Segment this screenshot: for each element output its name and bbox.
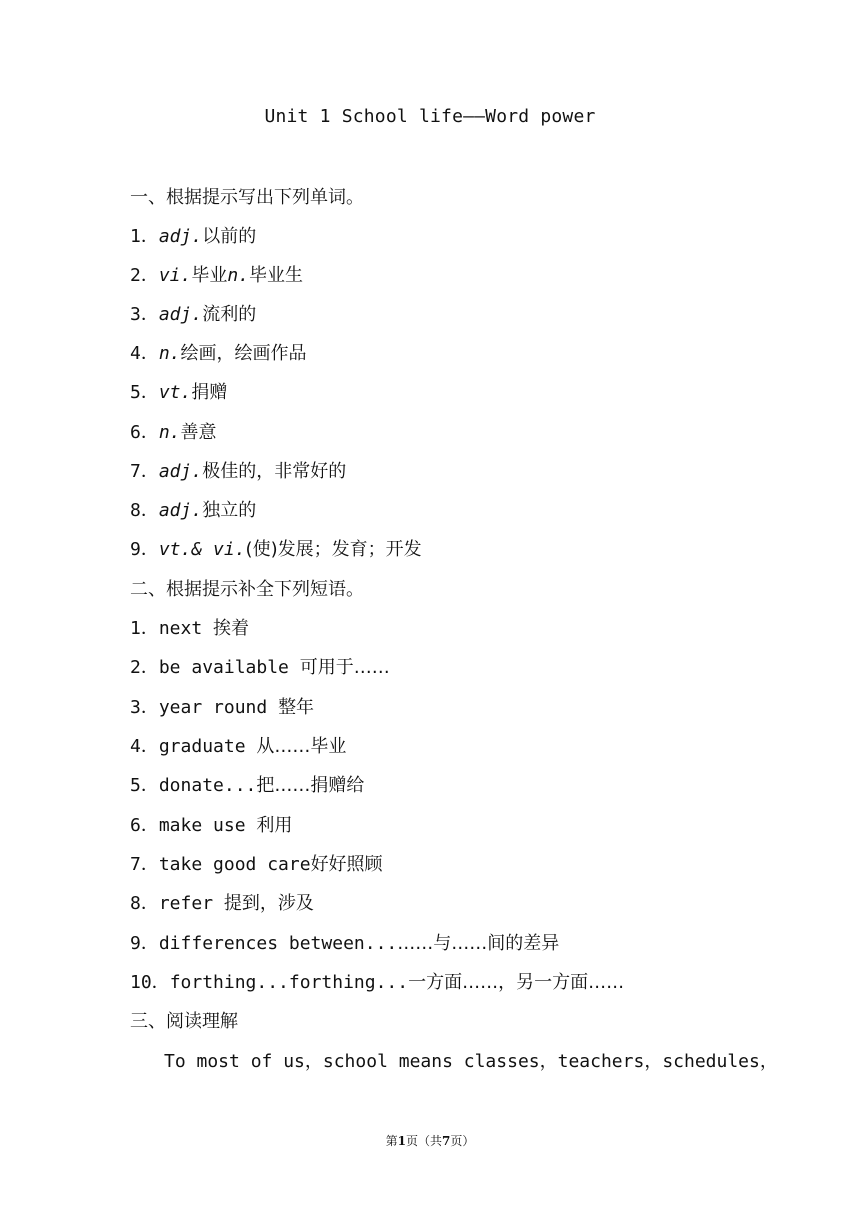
item-meaning: 整年 xyxy=(278,697,315,718)
list-item xyxy=(130,735,346,759)
item-phrase: differences between... xyxy=(158,933,398,954)
item-number: 2． xyxy=(130,265,159,286)
list-item xyxy=(130,814,292,838)
item-number: 8． xyxy=(130,500,159,521)
list-item xyxy=(130,617,249,641)
item-phrase: donate... xyxy=(158,775,257,796)
part-of-speech: vi. xyxy=(158,265,192,286)
list-item xyxy=(130,932,559,956)
list-item xyxy=(130,971,624,995)
item-meaning: 好好照顾 xyxy=(310,854,383,875)
list-item xyxy=(130,499,256,523)
item-meaning: (使)发展；发育；开发 xyxy=(245,539,422,560)
item-meaning: 极佳的，非常好的 xyxy=(202,461,347,482)
part-of-speech: n. xyxy=(158,422,181,443)
footer-suffix: 页） xyxy=(450,1134,475,1148)
item-phrase: be available xyxy=(158,657,289,678)
part-of-speech: adj. xyxy=(158,304,203,325)
item-number: 9． xyxy=(130,539,159,560)
item-number: 6． xyxy=(130,815,159,836)
item-number: 7． xyxy=(130,461,159,482)
list-item xyxy=(130,656,390,680)
item-number: 1． xyxy=(130,226,159,247)
item-meaning: 捐赠 xyxy=(191,382,228,403)
part-of-speech: adj. xyxy=(158,500,203,521)
item-meaning: 一方面……，另一方面…… xyxy=(408,972,625,993)
page-footer xyxy=(0,1132,860,1149)
item-meaning: 毕业 xyxy=(191,265,228,286)
item-number: 5． xyxy=(130,775,159,796)
list-item xyxy=(130,225,256,249)
item-number: 6． xyxy=(130,422,159,443)
item-meaning: 把……捐赠给 xyxy=(256,775,365,796)
item-phrase: make use xyxy=(158,815,246,836)
list-item xyxy=(130,853,383,877)
part-of-speech: vt.& vi. xyxy=(158,539,246,560)
part-of-speech: adj. xyxy=(158,461,203,482)
item-meaning: 提到，涉及 xyxy=(223,893,314,914)
total-pages: 7 xyxy=(442,1134,451,1148)
item-number: 3． xyxy=(130,304,159,325)
item-number: 5． xyxy=(130,382,159,403)
item-number: 8． xyxy=(130,893,159,914)
item-number: 3． xyxy=(130,697,159,718)
item-meaning: 以前的 xyxy=(202,226,257,247)
item-number: 4． xyxy=(130,736,159,757)
part-of-speech: adj. xyxy=(158,226,203,247)
item-number: 4． xyxy=(130,343,159,364)
item-meaning: 毕业生 xyxy=(249,265,304,286)
list-item xyxy=(130,460,346,484)
item-number: 2． xyxy=(130,657,159,678)
item-meaning: 独立的 xyxy=(202,500,257,521)
part-of-speech: n. xyxy=(227,265,250,286)
list-item xyxy=(130,381,227,405)
footer-middle: 页（共 xyxy=(405,1134,442,1148)
list-item xyxy=(130,421,217,445)
page-number: 1 xyxy=(397,1134,406,1148)
item-phrase: take good care xyxy=(158,854,311,875)
part-of-speech: vt. xyxy=(158,382,192,403)
item-meaning: 可用于…… xyxy=(299,657,390,678)
page-title: Unit 1 School life——Word power xyxy=(264,106,596,127)
item-phrase: forthing...forthing... xyxy=(169,972,409,993)
item-meaning: 挨着 xyxy=(213,618,250,639)
list-item xyxy=(130,696,314,720)
item-meaning: 流利的 xyxy=(202,304,257,325)
item-phrase: graduate xyxy=(158,736,246,757)
list-item xyxy=(130,264,303,288)
item-phrase: next xyxy=(158,618,203,639)
item-meaning: 绘画，绘画作品 xyxy=(180,343,307,364)
item-number: 10． xyxy=(130,972,170,993)
part-of-speech: n. xyxy=(158,343,181,364)
list-item xyxy=(130,892,314,916)
list-item xyxy=(130,774,364,798)
list-item xyxy=(130,538,422,562)
footer-prefix: 第 xyxy=(385,1134,398,1148)
item-number: 9． xyxy=(130,933,159,954)
item-number: 1． xyxy=(130,618,159,639)
item-meaning: 善意 xyxy=(180,422,217,443)
section-2-heading: 二、根据提示补全下列短语。 xyxy=(130,579,364,600)
section-1-heading: 一、根据提示写出下列单词。 xyxy=(130,187,364,208)
item-meaning: 从……毕业 xyxy=(256,736,347,757)
list-item xyxy=(130,303,256,327)
section-3-heading: 三、阅读理解 xyxy=(130,1011,238,1032)
item-phrase: refer xyxy=(158,893,214,914)
item-phrase: year round xyxy=(158,697,268,718)
item-meaning: ……与……间的差异 xyxy=(397,933,560,954)
reading-paragraph: To most of us，school means classes，teachers，schedules， xyxy=(164,1051,778,1072)
list-item xyxy=(130,342,307,366)
item-number: 7． xyxy=(130,854,159,875)
item-meaning: 利用 xyxy=(256,815,293,836)
